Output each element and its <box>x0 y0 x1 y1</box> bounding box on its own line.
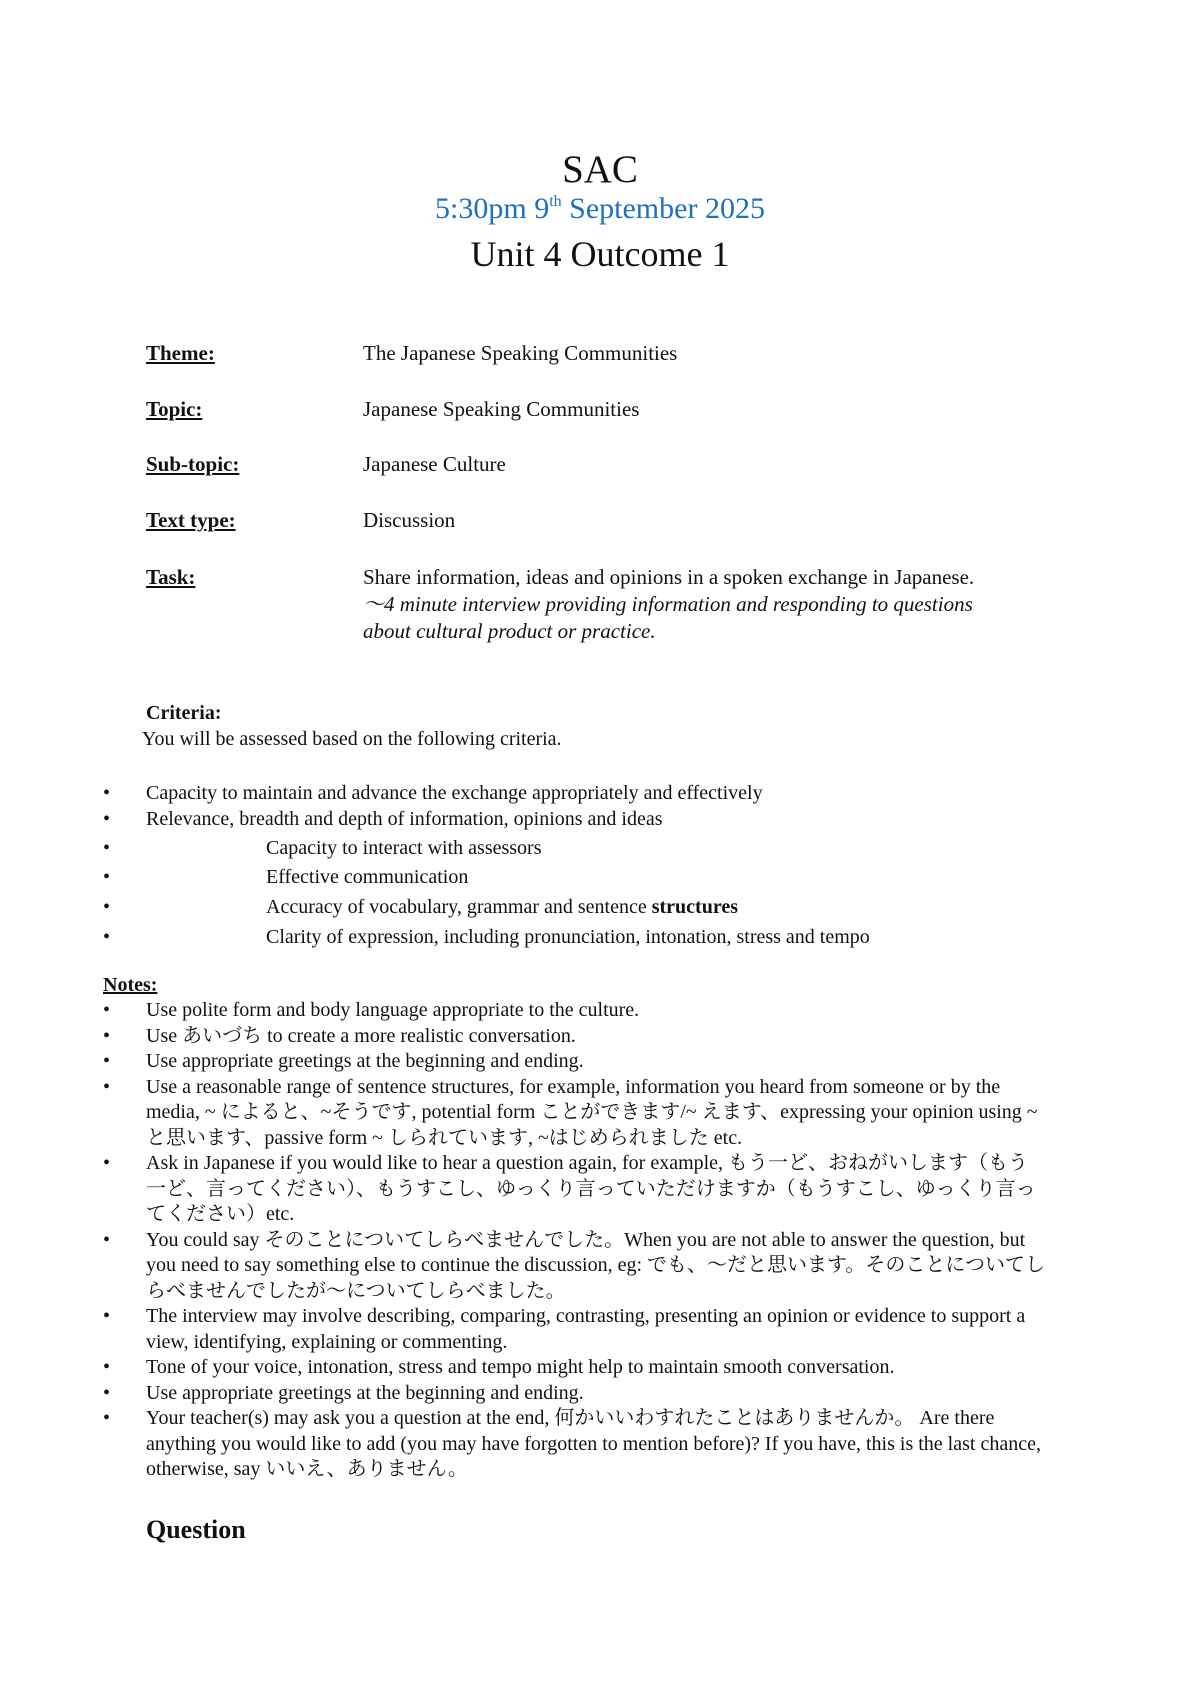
note-text: Your teacher(s) may ask you a question at the end, 何かいいわすれたことはありませんか。 Are there anything you would like to add (you may have forgotten to mention before)? If you have, this is the last chance, otherwise, say いいえ、ありません。 <box>146 1407 1041 1480</box>
bullet-dot: • <box>103 1305 111 1327</box>
bullet-dot: • <box>103 808 111 830</box>
criteria-item <box>103 924 870 950</box>
note-text: Use appropriate greetings at the beginning and ending. <box>146 1381 584 1404</box>
note-text: Use appropriate greetings at the beginning and ending. <box>146 1050 584 1072</box>
note-item <box>103 1406 1046 1483</box>
criteria-item-text: Capacity to maintain and advance the exchange appropriately and effectively <box>146 782 763 804</box>
theme-label: Theme: <box>146 341 215 365</box>
note-text: The interview may involve describing, comparing, contrasting, presenting an opinion or evidence to support a view, identifying, explaining or commenting. <box>146 1305 1026 1353</box>
subtopic-value: Japanese Culture <box>363 452 506 476</box>
criteria-item-text: Relevance, breadth and depth of information, opinions and ideas <box>146 808 663 830</box>
theme-value: The Japanese Speaking Communities <box>363 341 678 365</box>
note-text: Ask in Japanese if you would like to hear a question again, for example, もう一ど、おねがいします（もう一ど、言ってください）、もうすこし、ゆっくり言っていただけますか（もうすこし、ゆっくり言ってください）etc. <box>146 1152 1036 1225</box>
notes-heading: Notes: <box>103 974 158 996</box>
note-item <box>103 1024 1046 1050</box>
question-heading: Question <box>146 1515 246 1544</box>
note-item <box>103 1228 1046 1305</box>
criteria-item <box>103 780 763 806</box>
bullet-dot: • <box>103 1075 111 1098</box>
criteria-item <box>103 864 469 890</box>
criteria-heading: Criteria: <box>146 702 222 724</box>
note-item <box>103 1304 1046 1355</box>
note-item <box>103 1075 1046 1152</box>
document-title: SAC <box>562 148 638 191</box>
bullet-dot: • <box>103 1228 111 1251</box>
note-item <box>103 1355 1046 1381</box>
note-text: Use a reasonable range of sentence structures, for example, information you heard from someone or by the media, ~ によると、~そうです, potential form ことができます/~ えます、expressing your opinion using ~と思います、passive form ~ しられています, ~はじめられました etc. <box>146 1075 1038 1149</box>
bullet-dot: • <box>103 1407 111 1429</box>
task-value-block <box>363 564 1003 645</box>
bullet-dot: • <box>103 926 111 948</box>
date-prefix: 5:30pm 9 <box>435 192 550 225</box>
unit-outcome: Unit 4 Outcome 1 <box>470 234 730 274</box>
bullet-dot: • <box>103 999 111 1021</box>
bullet-dot: • <box>103 1381 111 1404</box>
date-ordinal: th <box>549 193 562 210</box>
note-text: You could say そのことについてしらべませんでした。When you are not able to answer the question, but you need to say something else to continue the discussion, eg: でも、〜だと思います。そのことについてしらべませんでしたが〜についてしらべました。 <box>146 1228 1046 1302</box>
task-detail: 〜4 minute interview providing information and responding to questions about cultural product or practice. <box>363 592 973 643</box>
subtopic-label: Sub-topic: <box>146 452 240 476</box>
criteria-item-bold: structures <box>651 896 739 918</box>
note-text: Use あいづち to create a more realistic conversation. <box>146 1024 576 1047</box>
notes-list <box>103 998 1046 1483</box>
bullet-dot: • <box>103 1356 111 1378</box>
bullet-dot: • <box>103 896 111 918</box>
criteria-item <box>103 894 739 920</box>
bullet-dot: • <box>103 1152 111 1174</box>
note-item <box>103 1381 1046 1407</box>
bullet-dot: • <box>103 866 111 888</box>
bullet-dot: • <box>103 1024 111 1047</box>
date-suffix: September 2025 <box>561 192 765 225</box>
texttype-label: Text type: <box>146 508 236 532</box>
criteria-item <box>103 806 663 832</box>
task-value: Share information, ideas and opinions in a spoken exchange in Japanese. <box>363 565 975 589</box>
bullet-dot: • <box>103 782 111 804</box>
criteria-item-text: Clarity of expression, including pronunciation, intonation, stress and tempo <box>266 926 870 948</box>
note-text: Tone of your voice, intonation, stress and tempo might help to maintain smooth conversation. <box>146 1356 895 1378</box>
criteria-item-text: Effective communication <box>266 866 469 888</box>
criteria-intro: You will be assessed based on the following criteria. <box>142 728 562 750</box>
topic-value: Japanese Speaking Communities <box>363 397 640 421</box>
criteria-item <box>103 835 542 861</box>
note-text: Use polite form and body language appropriate to the culture. <box>146 999 640 1021</box>
criteria-item-text: Capacity to interact with assessors <box>266 837 542 859</box>
note-item <box>103 998 1046 1024</box>
texttype-value: Discussion <box>363 508 456 532</box>
note-item <box>103 1049 1046 1075</box>
bullet-dot: • <box>103 837 111 859</box>
session-date <box>0 191 1200 227</box>
task-label: Task: <box>146 565 196 589</box>
topic-label: Topic: <box>146 397 203 421</box>
criteria-item-text: Accuracy of vocabulary, grammar and sentence <box>266 896 652 918</box>
bullet-dot: • <box>103 1050 111 1072</box>
note-item <box>103 1151 1046 1228</box>
